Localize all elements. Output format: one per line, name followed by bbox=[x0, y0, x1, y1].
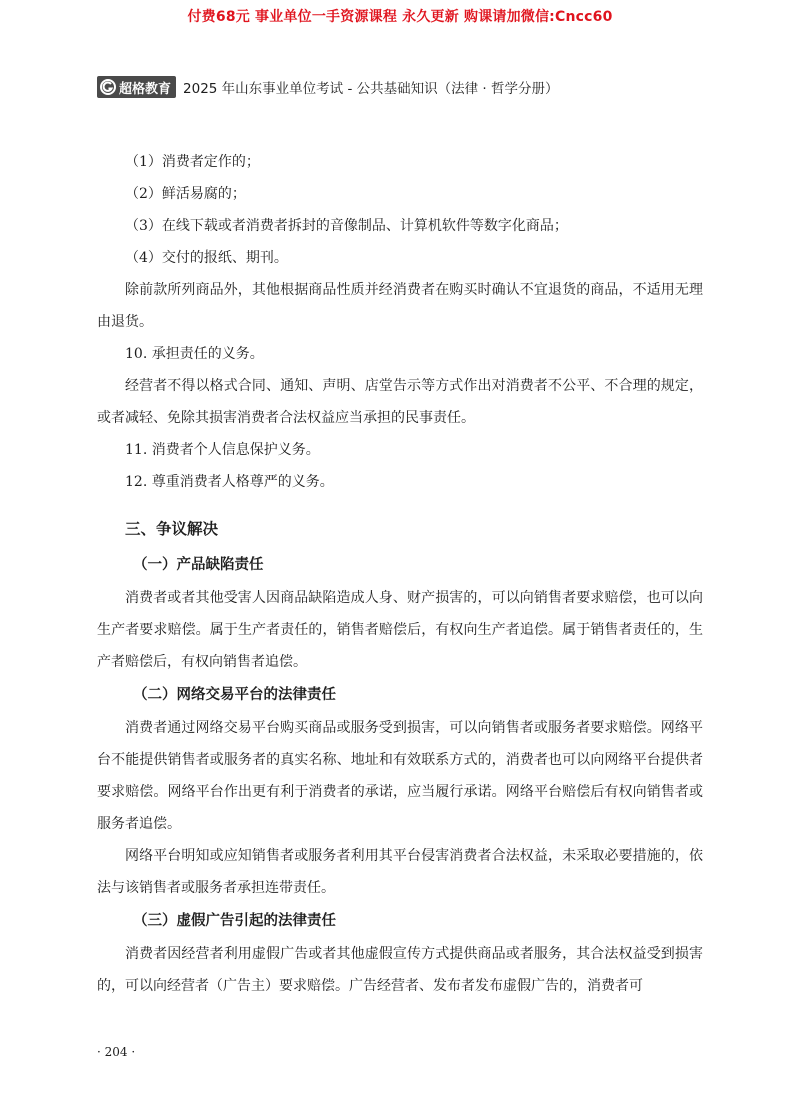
brand-logo bbox=[97, 76, 176, 98]
section-title: 三、争议解决 bbox=[125, 520, 219, 538]
subsection-title-1: （一）产品缺陷责任 bbox=[133, 557, 264, 573]
obligation-heading-11: 11. 消费者个人信息保护义务。 bbox=[125, 442, 320, 458]
watermark-banner: 付费68元 事业单位一手资源课程 永久更新 购课请加微信:Cncc60 bbox=[187, 9, 613, 25]
paragraph-false-advertising: 消费者因经营者利用虚假广告或者其他虚假宣传方式提供商品或者服务，其合法权益受到损害的，可以向经营者（广告主）要求赔偿。广告经营者、发布者发布虚假广告的，消费者可 bbox=[97, 946, 703, 994]
paragraph-platform-2: 网络平台明知或应知销售者或服务者利用其平台侵害消费者合法权益，未采取必要措施的，依法与该销售者或服务者承担连带责任。 bbox=[97, 848, 703, 896]
paragraph-product-defect: 消费者或者其他受害人因商品缺陷造成人身、财产损害的，可以向销售者要求赔偿，也可以向生产者要求赔偿。属于生产者责任的，销售者赔偿后，有权向生产者追偿。属于销售者责任的，生产者赔偿后，有权向销售者追偿。 bbox=[97, 590, 703, 670]
page-content bbox=[97, 146, 703, 1002]
obligation-heading-10: 10. 承担责任的义务。 bbox=[125, 346, 264, 362]
list-item: （2）鲜活易腐的； bbox=[125, 186, 246, 202]
paragraph-exception: 除前款所列商品外，其他根据商品性质并经消费者在购买时确认不宜退货的商品，不适用无理由退货。 bbox=[97, 282, 703, 330]
paragraph-platform-1: 消费者通过网络交易平台购买商品或服务受到损害，可以向销售者或服务者要求赔偿。网络平台不能提供销售者或服务者的真实名称、地址和有效联系方式的，消费者也可以向网络平台提供者要求赔偿。网络平台作出更有利于消费者的承诺，应当履行承诺。网络平台赔偿后有权向销售者或服务者追偿。 bbox=[97, 720, 703, 832]
brand-logo-icon bbox=[100, 79, 116, 95]
page-number: · 204 · bbox=[97, 1045, 136, 1059]
list-item: （4）交付的报纸、期刊。 bbox=[125, 250, 288, 266]
book-title: 2025 年山东事业单位考试 - 公共基础知识（法律 · 哲学分册） bbox=[183, 81, 559, 97]
subsection-title-2: （二）网络交易平台的法律责任 bbox=[133, 687, 336, 703]
paragraph-obligation-10: 经营者不得以格式合同、通知、声明、店堂告示等方式作出对消费者不公平、不合理的规定，或者减轻、免除其损害消费者合法权益应当承担的民事责任。 bbox=[97, 378, 703, 426]
page-header bbox=[97, 76, 559, 98]
list-item: （1）消费者定作的； bbox=[125, 154, 260, 170]
obligation-heading-12: 12. 尊重消费者人格尊严的义务。 bbox=[125, 474, 334, 490]
list-item: （3）在线下载或者消费者拆封的音像制品、计算机软件等数字化商品； bbox=[125, 218, 568, 234]
brand-logo-text: 超格教育 bbox=[119, 81, 172, 97]
subsection-title-3: （三）虚假广告引起的法律责任 bbox=[133, 913, 336, 929]
